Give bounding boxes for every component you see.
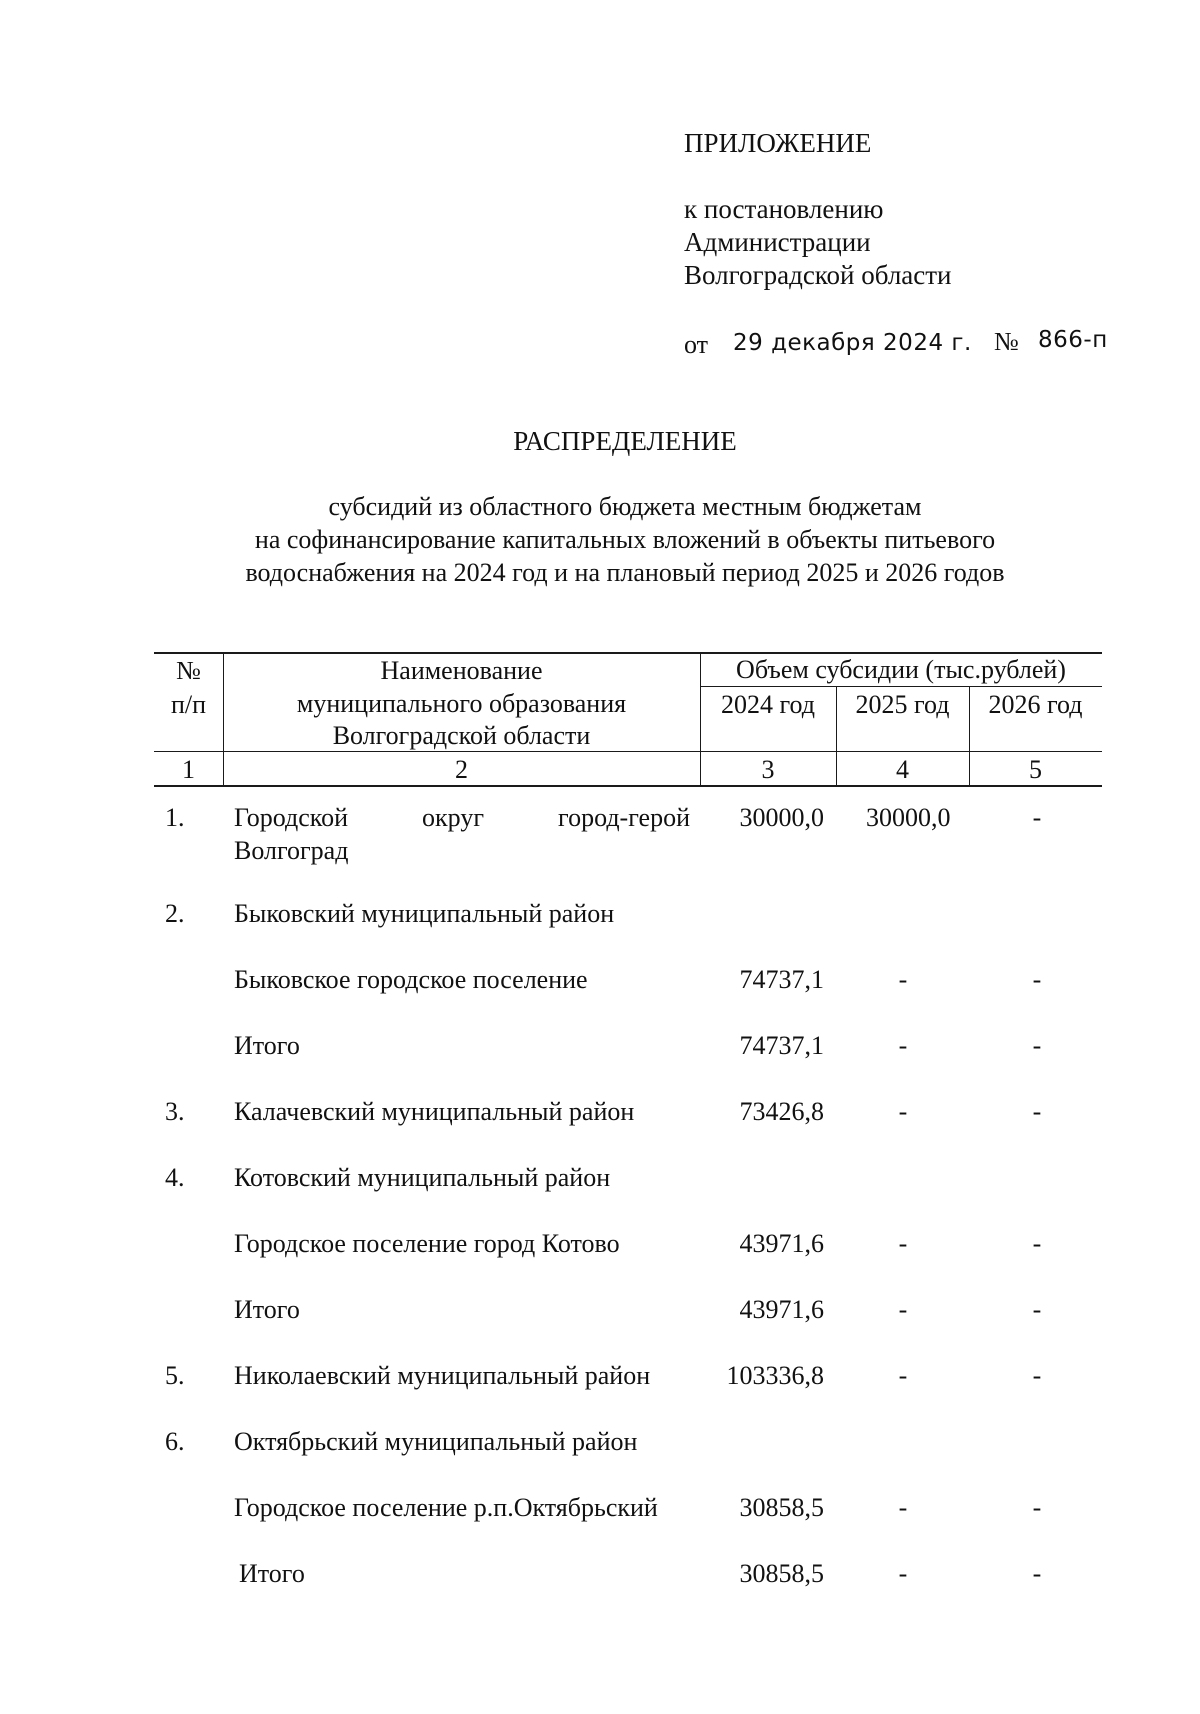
row-number: 3. xyxy=(165,1097,185,1126)
row-number: 4. xyxy=(165,1163,185,1192)
index-cell-3: 3 xyxy=(761,755,775,784)
value-2026: - xyxy=(1032,1229,1042,1258)
index-cell-2: 2 xyxy=(455,755,468,784)
row-name-line-2: Волгоград xyxy=(234,836,349,865)
value-2025: - xyxy=(898,1229,908,1258)
row-number: 6. xyxy=(165,1427,185,1456)
value-2025: - xyxy=(898,1031,908,1060)
col-volume-header: Объем субсидии (тыс.рублей) xyxy=(736,655,1066,684)
value-2024: 30858,5 xyxy=(739,1493,824,1522)
value-2026: - xyxy=(1032,965,1042,994)
value-2024: 43971,6 xyxy=(739,1295,824,1324)
row-number: 5. xyxy=(165,1361,185,1390)
table-row xyxy=(0,1559,1200,1593)
value-2025: - xyxy=(898,1493,908,1522)
subtitle-line-3: водоснабжения на 2024 год и на плановый период 2025 и 2026 годов xyxy=(245,558,1005,587)
value-2025: - xyxy=(898,965,908,994)
value-2025: - xyxy=(898,1295,908,1324)
resolution-line-1: к постановлению xyxy=(684,194,884,224)
row-name-word: округ xyxy=(422,803,484,832)
appendix-title: ПРИЛОЖЕНИЕ xyxy=(684,128,872,158)
number-value: 866-п xyxy=(1038,327,1108,353)
value-2025: - xyxy=(898,1097,908,1126)
value-2025: 30000,0 xyxy=(866,803,951,832)
row-name-word: Городской xyxy=(234,803,348,832)
resolution-line-2: Администрации xyxy=(684,227,871,257)
value-2024: 30000,0 xyxy=(739,803,824,832)
header-bottom-border xyxy=(154,751,1102,752)
table-row xyxy=(0,965,1200,999)
index-cell-5: 5 xyxy=(1029,755,1042,784)
col-name-header-line-1: Наименование xyxy=(380,656,543,685)
row-name xyxy=(234,803,690,833)
value-2025: - xyxy=(898,1361,908,1390)
subtitle-line-2: на софинансирование капитальных вложений в объекты питьевого xyxy=(254,525,996,554)
row-name: Итого xyxy=(234,1031,300,1060)
row-name: Итого xyxy=(234,1295,300,1324)
table-row xyxy=(0,1031,1200,1065)
col-num-header-line-1: № xyxy=(176,656,201,685)
table-top-border xyxy=(154,652,1102,654)
date-prefix: от xyxy=(684,330,709,359)
row-number: 2. xyxy=(165,899,185,928)
table-row xyxy=(0,1361,1200,1395)
row-name: Быковский муниципальный район xyxy=(234,899,615,928)
value-2024: 73426,8 xyxy=(739,1097,824,1126)
value-2025: - xyxy=(898,1559,908,1588)
value-2026: - xyxy=(1032,1361,1042,1390)
row-name: Итого xyxy=(239,1559,305,1588)
index-cell-1: 1 xyxy=(182,755,195,784)
number-prefix: № xyxy=(994,327,1019,356)
table-row xyxy=(0,803,1200,837)
value-2026: - xyxy=(1032,803,1042,832)
table-row xyxy=(0,1097,1200,1131)
value-2024: 74737,1 xyxy=(739,1031,824,1060)
table-row xyxy=(0,1229,1200,1263)
col-name-header-line-3: Волгоградской области xyxy=(332,721,591,750)
value-2026: - xyxy=(1032,1493,1042,1522)
table-row xyxy=(0,1295,1200,1329)
table-row xyxy=(0,1427,1200,1461)
col-2024-header: 2024 год xyxy=(721,690,815,719)
index-row-bottom-border xyxy=(154,785,1102,787)
row-name: Николаевский муниципальный район xyxy=(234,1361,651,1390)
value-2024: 43971,6 xyxy=(739,1229,824,1258)
volume-divider xyxy=(700,686,1102,687)
row-number: 1. xyxy=(165,803,185,832)
table-row xyxy=(0,899,1200,933)
value-2024: 30858,5 xyxy=(739,1559,824,1588)
row-name-word: город-герой xyxy=(558,803,690,832)
col-2025-header: 2025 год xyxy=(855,690,950,719)
value-2026: - xyxy=(1032,1031,1042,1060)
table-row xyxy=(0,1163,1200,1197)
row-name: Быковское городское поселение xyxy=(234,965,588,994)
index-cell-4: 4 xyxy=(896,755,909,784)
resolution-line-3: Волгоградской области xyxy=(684,260,952,290)
date-value: 29 декабря 2024 г. xyxy=(733,330,972,356)
row-name: Котовский муниципальный район xyxy=(234,1163,611,1192)
document-title: РАСПРЕДЕЛЕНИЕ xyxy=(513,426,737,456)
value-2026: - xyxy=(1032,1559,1042,1588)
row-name: Городское поселение город Котово xyxy=(234,1229,620,1258)
value-2024: 74737,1 xyxy=(739,965,824,994)
col-num-header-line-2: п/п xyxy=(170,690,207,719)
value-2024: 103336,8 xyxy=(726,1361,824,1390)
row-name: Октябрьский муниципальный район xyxy=(234,1427,638,1456)
row-name: Городское поселение р.п.Октябрьский xyxy=(234,1493,658,1522)
subtitle-line-1: субсидий из областного бюджета местным бюджетам xyxy=(328,492,922,521)
table-row xyxy=(0,1493,1200,1527)
row-name: Калачевский муниципальный район xyxy=(234,1097,635,1126)
value-2026: - xyxy=(1032,1295,1042,1324)
table-row-continuation xyxy=(0,836,1200,870)
col-name-header-line-2: муниципального образования xyxy=(296,689,627,718)
value-2026: - xyxy=(1032,1097,1042,1126)
col-2026-header: 2026 год xyxy=(988,690,1083,719)
